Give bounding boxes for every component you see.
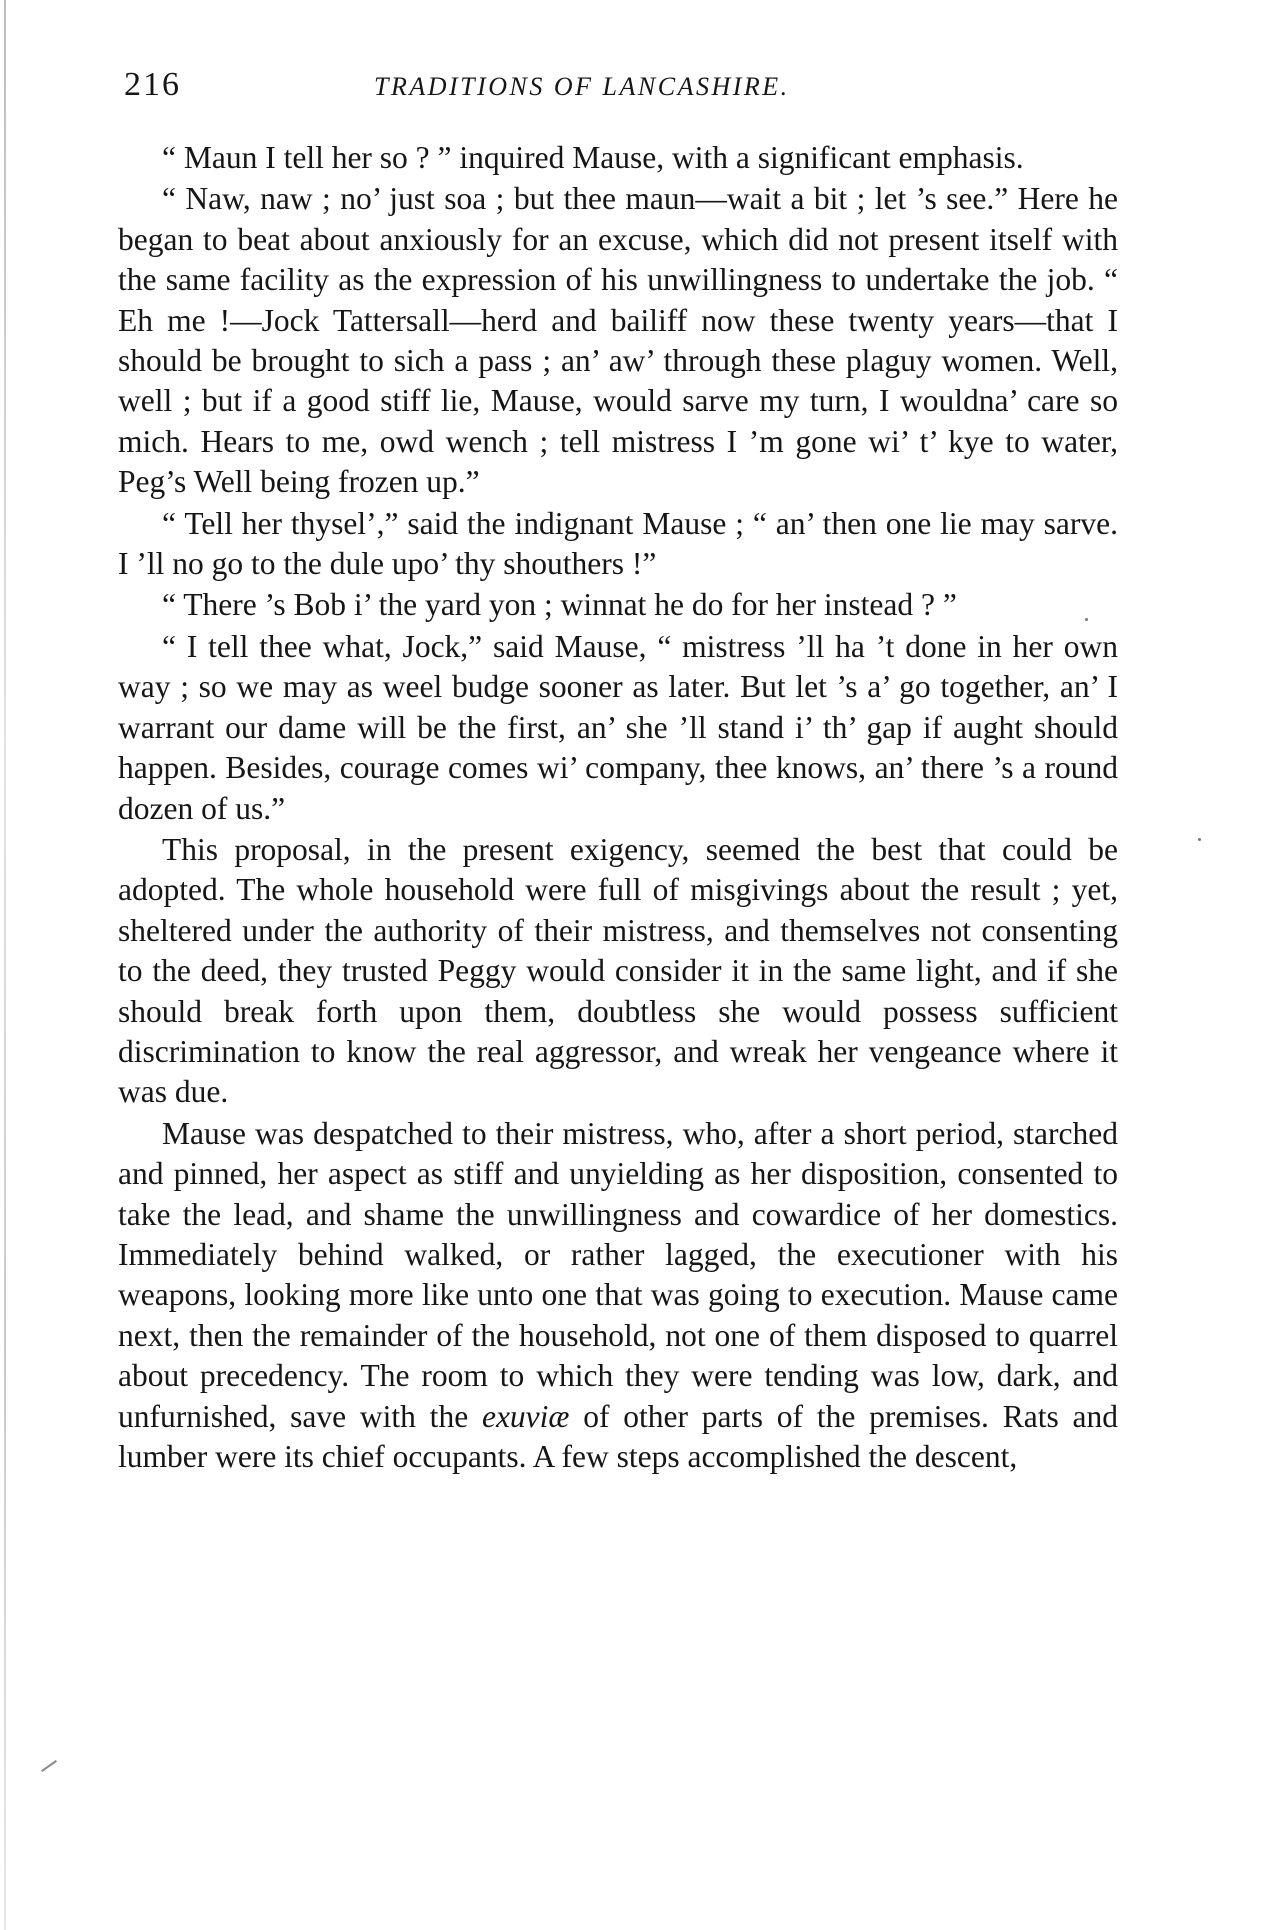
paper-speck [1198, 838, 1201, 841]
paragraph-7-text-b: of other parts of the premises. Rats and lumber were its chief occupants. A few steps accomplished the descent, [118, 1398, 1118, 1474]
paragraph-2: “ Naw, naw ; no’ just soa ; but thee maun—wait a bit ; let ’s see.” Here he began to beat about anxiously for an excuse, which did not present itself with the same facility as the expression of his unwillingness to undertake the job. “ Eh me !—Jock Tattersall—herd and bailiff now these twenty years—that I should be brought to sich a pass ; an’ aw’ through these plaguy women. Well, well ; but if a good stiff lie, Mause, would sarve my turn, I wouldna’ care so mich. Hears to me, owd wench ; tell mistress I ’m gone wi’ t’ kye to water, Peg’s Well being frozen up.” [118, 181, 1118, 500]
paragraph-3: “ Tell her thysel’,” said the indignant Mause ; “ an’ then one lie may sarve. I ’ll no go to the dule upo’ thy shouthers !” [118, 505, 1118, 582]
paragraph-4: “ There ’s Bob i’ the yard yon ; winnat he do for her instead ? ” [162, 587, 957, 623]
page-number: 216 [124, 66, 181, 103]
page-header [124, 66, 1124, 110]
paragraph-7 [118, 1114, 1118, 1478]
paragraph-7-text-a: Mause was despatched to their mistress, who, after a short period, starched and pinned, her aspect as stiff and unyielding as her disposition, consented to take the lead, and shame the unwillingness and cowardice of her domestics. Immediately behind walked, or rather lagged, the executioner with his weapons, looking more like unto one that was going to execution. Mause came next, then the remainder of the household, not one of them disposed to quarrel about precedency. The room to which they were tending was low, dark, and unfurnished, save with the [118, 1115, 1118, 1434]
margin-mark [41, 1760, 57, 1772]
paragraph-6: This proposal, in the present exigency, seemed the best that could be adopted. The whole household were full of misgivings about the result ; yet, sheltered under the authority of their mistress, and themselves not consenting to the deed, they trusted Peggy would consider it in the same light, and if she should break forth upon them, doubtless she would possess sufficient discrimination to know the real aggressor, and wreak her vengeance where it was due. [118, 831, 1118, 1110]
paragraph-1: “ Maun I tell her so ? ” inquired Mause, with a significant emphasis. [162, 140, 1024, 175]
body-text [118, 138, 1118, 1477]
italic-term: exuviæ [481, 1398, 570, 1434]
paragraph-5: “ I tell thee what, Jock,” said Mause, “ mistress ’ll ha ’t done in her own way ; so we may as weel budge sooner as later. But let ’s a’ go together, an’ I warrant our dame will be the first, an’ she ’ll stand i’ th’ gap if aught should happen. Besides, courage comes wi’ company, thee knows, an’ there ’s a round dozen of us.” [118, 628, 1118, 826]
binding-edge [4, 0, 6, 1930]
paper-speck [1085, 618, 1088, 621]
running-title: TRADITIONS OF LANCASHIRE. [374, 72, 790, 101]
